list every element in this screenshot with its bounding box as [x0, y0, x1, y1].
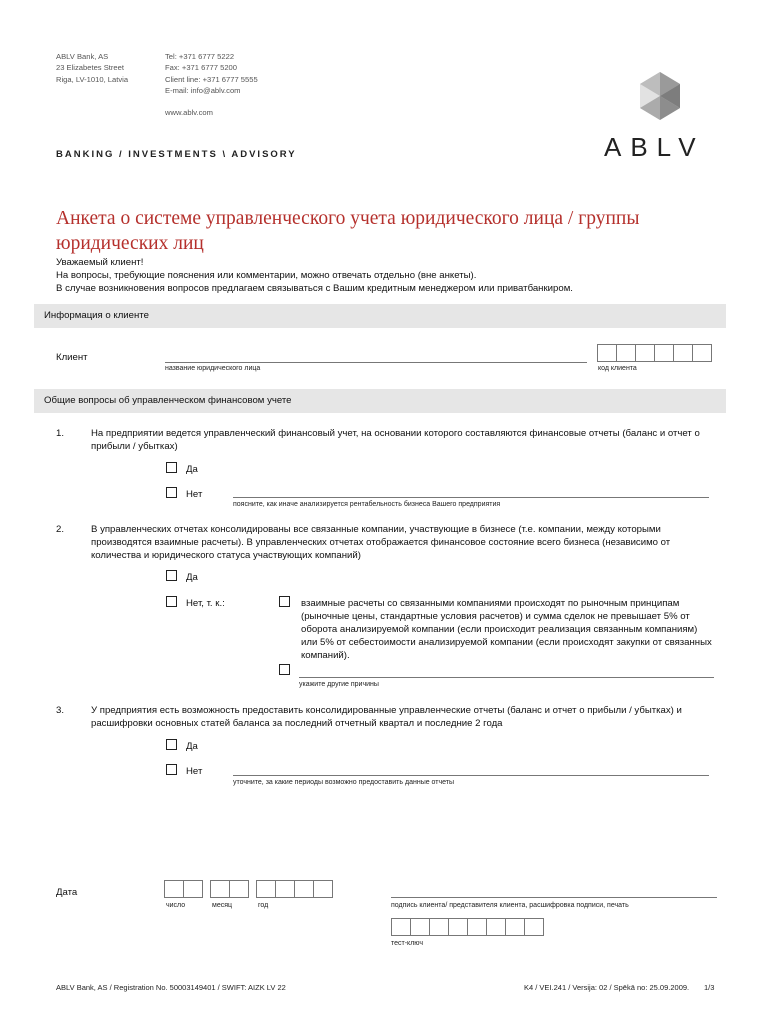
- q2-yes-label: Да: [186, 572, 198, 583]
- ablv-logo-icon: [636, 70, 684, 122]
- q3-no-checkbox[interactable]: [166, 764, 177, 775]
- q1-number: 1.: [56, 428, 65, 439]
- contact-line: Client line: +371 6777 5555: [165, 74, 258, 84]
- client-code-caption: код клиента: [598, 365, 637, 372]
- address-line: ABLV Bank, AS: [56, 52, 109, 61]
- client-label: Клиент: [56, 352, 88, 363]
- bank-address: [56, 51, 128, 85]
- date-year-boxes[interactable]: [257, 880, 333, 898]
- q2-number: 2.: [56, 524, 65, 535]
- q3-yes-label: Да: [186, 741, 198, 752]
- q3-text: У предприятия есть возможность предоставить консолидированные управленческие отчеты (баланс и отчет о прибыли / убытках) и расшифровки основных статей баланса за последний отчетный квартал и последние 2 года: [91, 705, 682, 729]
- date-month-boxes[interactable]: [211, 880, 249, 898]
- q3-periods-field[interactable]: [233, 775, 709, 776]
- q2-other-checkbox[interactable]: [279, 664, 290, 675]
- footer-registration: ABLV Bank, AS / Registration No. 50003149401 / SWIFT: AIZK LV 22: [56, 983, 286, 992]
- address-line: 23 Elizabetes Street: [56, 63, 124, 73]
- q2-text: В управленческих отчетах консолидированы все связанные компании, участвующие в бизнесе (т.е. компании, между которыми производятся взаимные расчеты). В управленческих отчетах отображается финансовое состояние всего бизнеса (независимо от количества и юридического статуса участвующих компаний): [91, 524, 671, 561]
- q2-reason-text: взаимные расчеты со связанными компаниями происходят по рыночным принципам (рыночные цены, стандартные условия расчетов) и сумма сделок не превышает 5% от оборота анализируемой компании (если происходит реализация связанным компаниям) или 5% от себестоимости анализируемой компании (если происходят закупки от связанных компаний).: [301, 598, 712, 661]
- q1-no-checkbox[interactable]: [166, 487, 177, 498]
- date-day-boxes[interactable]: [165, 880, 203, 898]
- footer-page-number: 1/3: [704, 983, 715, 992]
- date-label: Дата: [56, 887, 78, 898]
- q3-yes-checkbox[interactable]: [166, 739, 177, 750]
- date-day-caption: число: [166, 902, 186, 909]
- address-line: Riga, LV-1010, Latvia: [56, 74, 129, 84]
- q3-no-caption: уточните, за какие периоды возможно предоставить данные отчеты: [233, 779, 455, 786]
- website: www.ablv.com: [165, 108, 213, 118]
- footer-form-version: K4 / VEI.241 / Versija: 02 / Spēkā no: 25.09.2009.: [524, 983, 690, 992]
- client-name-field[interactable]: [165, 362, 587, 363]
- client-name-caption: название юридического лица: [165, 365, 261, 372]
- date-month-caption: месяц: [212, 902, 233, 909]
- q2-no-label: Нет, т. к.:: [186, 598, 225, 609]
- q2-no-checkbox[interactable]: [166, 596, 177, 607]
- q1-yes-label: Да: [186, 464, 198, 475]
- q1-text: На предприятии ведется управленческий финансовый учет, на основании которого составляются финансовые отчеты (баланс и отчет о прибыли / убытках): [91, 428, 700, 452]
- tagline: BANKING / INVESTMENTS \ ADVISORY: [56, 149, 297, 160]
- date-year-caption: год: [258, 902, 269, 909]
- q1-yes-checkbox[interactable]: [166, 462, 177, 473]
- contact-line: Fax: +371 6777 5200: [165, 63, 237, 73]
- test-key-caption: тест-ключ: [391, 940, 424, 947]
- section-title: Информация о клиенте: [44, 310, 149, 321]
- contact-line: Tel: +371 6777 5222: [165, 52, 235, 61]
- intro-line: На вопросы, требующие пояснения или комментарии, можно отвечать отдельно (вне анкеты).: [56, 270, 477, 281]
- signature-caption: подпись клиента/ представителя клиента, расшифровка подписи, печать: [391, 902, 629, 909]
- q2-reason-checkbox[interactable]: [279, 596, 290, 607]
- contact-line: E-mail: info@ablv.com: [165, 85, 241, 95]
- q3-number: 3.: [56, 705, 65, 716]
- q2-other-field[interactable]: [299, 677, 714, 678]
- intro-line: В случае возникновения вопросов предлагаем связываться с Вашим кредитным менеджером или приватбанкиром.: [56, 283, 573, 294]
- test-key-boxes[interactable]: [392, 918, 544, 936]
- q1-no-label: Нет: [186, 489, 203, 500]
- client-code-boxes[interactable]: [598, 344, 712, 362]
- bank-contacts: [165, 51, 258, 118]
- q2-other-caption: укажите другие причины: [299, 681, 379, 688]
- q1-explain-field[interactable]: [233, 497, 709, 498]
- q1-no-caption: поясните, как иначе анализируется рентабельность бизнеса Вашего предприятия: [233, 501, 501, 508]
- q2-yes-checkbox[interactable]: [166, 570, 177, 581]
- section-client-header: [34, 304, 726, 328]
- section-questions-header: [34, 389, 726, 413]
- intro-text: [56, 256, 736, 295]
- page-title: Анкета о системе управленческого учета юридического лица / группы юридических лиц: [56, 208, 640, 254]
- section-title: Общие вопросы об управленческом финансовом учете: [44, 395, 292, 406]
- logo-text: ABLV: [604, 132, 705, 162]
- signature-field[interactable]: [391, 897, 717, 898]
- greeting: Уважаемый клиент!: [56, 257, 144, 268]
- q3-no-label: Нет: [186, 766, 203, 777]
